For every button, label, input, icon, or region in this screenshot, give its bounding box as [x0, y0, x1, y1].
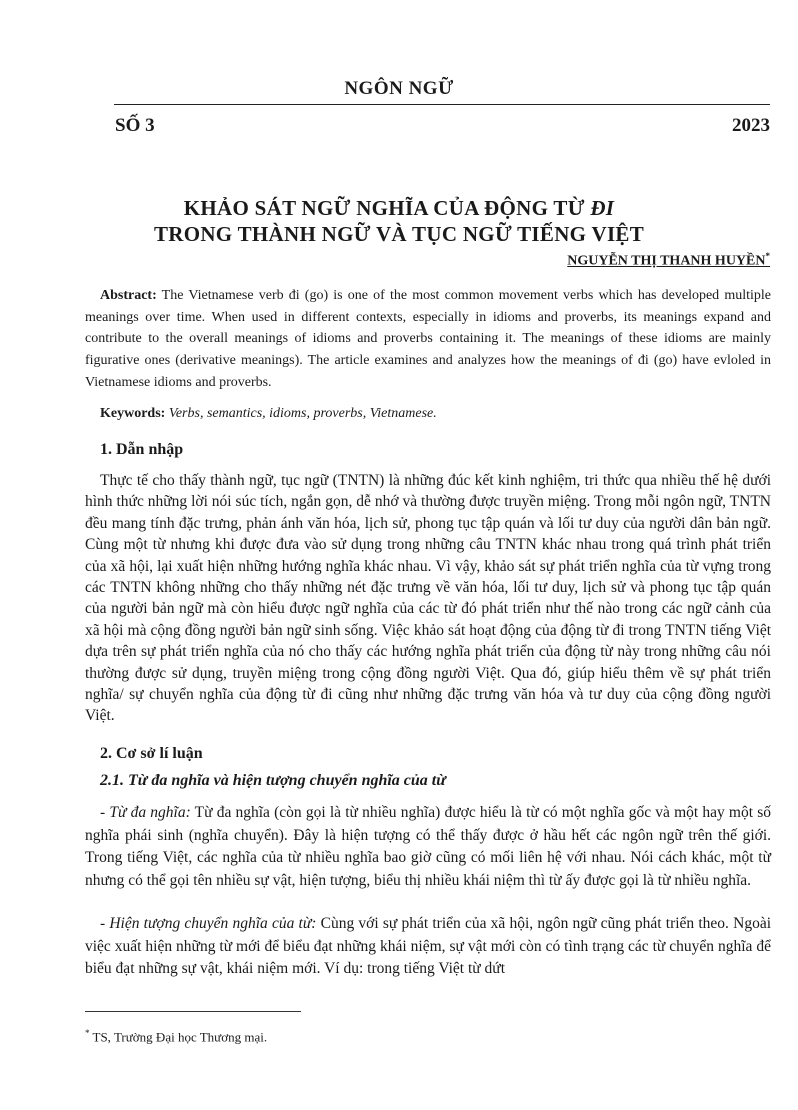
meaning-shift-paragraph [85, 913, 771, 981]
keywords-label: Keywords: [100, 406, 166, 421]
abstract-text: The Vietnamese verb đi (go) is one of the most common movement verbs which has developed multiple meanings over time. When used in different contexts, especially in idioms and proverbs, its meanings expand and contribute to the overall meanings of idioms and proverbs containing it. The meanings of these idioms are mainly figurative ones (derivative meanings). The article examines and analyzes how the meanings of đi (go) have evloled in Vietnamese idioms and proverbs. [85, 288, 772, 390]
keywords [85, 403, 771, 425]
polysemy-lead: - Từ đa nghĩa: [100, 804, 191, 821]
polysemy-text: Từ đa nghĩa (còn gọi là từ nhiều nghĩa) được hiểu là từ có một nghĩa gốc và một hay một số nghĩa phái sinh (nghĩa chuyển). Đây là hiện tượng có thể thấy được ở hầu hết các ngôn ngữ trên thế giới. Trong tiếng Việt, các nghĩa của từ nhiều nghĩa bao giờ cũng có mối liên hệ với nhau. Nói cách khác, một từ nhưng có thể gọi tên nhiều sự vật, hiện tượng, biểu thị nhiều khái niệm thì từ ấy được gọi là từ nhiều nghĩa. [85, 804, 771, 889]
journal-name: NGÔN NGỮ [344, 78, 454, 99]
author-text: NGUYỄN THỊ THANH HUYỀN [567, 253, 766, 269]
author-footnote-mark: * [765, 251, 770, 261]
article-title-line-1 [0, 196, 798, 221]
abstract-label: Abstract: [100, 288, 157, 303]
title-text: KHẢO SÁT NGỮ NGHĨA CỦA ĐỘNG TỪ [183, 196, 585, 220]
abstract [85, 285, 771, 394]
footnote-text: TS, Trường Đại học Thương mại. [89, 1029, 268, 1045]
issue-number: SỐ 3 [115, 115, 155, 136]
footnote-mark: * [85, 1028, 90, 1038]
author-name [567, 251, 770, 270]
article-title-line-2: TRONG THÀNH NGỮ VÀ TỤC NGỮ TIẾNG VIỆT [153, 222, 645, 246]
polysemy-paragraph [85, 802, 771, 892]
meaning-shift-text: Cùng với sự phát triển của xã hội, ngôn ngữ cũng phát triển theo. Ngoài việc xuất hiện những từ mới để biểu đạt những khái niệm, sự vật mới còn có tình trạng các từ chuyển nghĩa để biểu đạt những sự vật, khái niệm mới. Ví dụ: trong tiếng Việt từ dứt [85, 915, 772, 977]
footnote [85, 1028, 267, 1045]
section-1-heading: 1. Dẫn nhập [100, 441, 184, 458]
section-1-text: Thực tế cho thấy thành ngữ, tục ngữ (TNTN) là những đúc kết kinh nghiệm, tri thức qua nhiều thế hệ dưới hình thức những lời nói súc tích, ngắn gọn, dễ nhớ và thường được truyền miệng. Trong mỗi ngôn ngữ, TNTN đều mang tính đặc trưng, phản ánh văn hóa, lịch sử, phong tục tập quán và lối tư duy của người dân bản ngữ. Cùng một từ nhưng khi được đưa vào sử dụng trong những câu TNTN khác nhau trong quá trình phát triển của xã hội, lại xuất hiện những hướng nghĩa khác nhau. Vì vậy, khảo sát sự phát triển nghĩa của từ vựng trong các TNTN không những cho thấy những nét đặc trưng về văn hóa, lối tư duy, lịch sử và phong tục tập quán của người bản ngữ mà còn hiểu được ngữ nghĩa của các từ đó phát triển như thế nào trong các ngữ cảnh của xã hội mà cộng đồng người bản ngữ sinh sống. Việc khảo sát hoạt động của động từ đi trong TNTN tiếng Việt dựa trên sự phát triển nghĩa của nó cho thấy các hướng nghĩa phát triển của động từ này trong những câu nói thường được sử dụng, truyền miệng trong cộng đồng người Việt. Qua đó, giúp hiểu thêm về sự phát triển nghĩa/ sự chuyển nghĩa của động từ đi cũng như những đặc trưng văn hóa và tư duy của cộng đồng người Việt. [85, 472, 771, 725]
header-rule [114, 104, 770, 105]
meaning-shift-lead: - Hiện tượng chuyển nghĩa của từ: [100, 915, 317, 932]
issue-year: 2023 [732, 115, 770, 136]
title-italic-word: ĐI [590, 196, 615, 220]
section-2-1-heading: 2.1. Từ đa nghĩa và hiện tượng chuyển nghĩa của từ [100, 772, 446, 789]
keywords-text: Verbs, semantics, idioms, proverbs, Vietnamese. [168, 406, 437, 421]
footnote-rule [85, 1011, 301, 1012]
section-2-heading: 2. Cơ sở lí luận [100, 745, 203, 762]
